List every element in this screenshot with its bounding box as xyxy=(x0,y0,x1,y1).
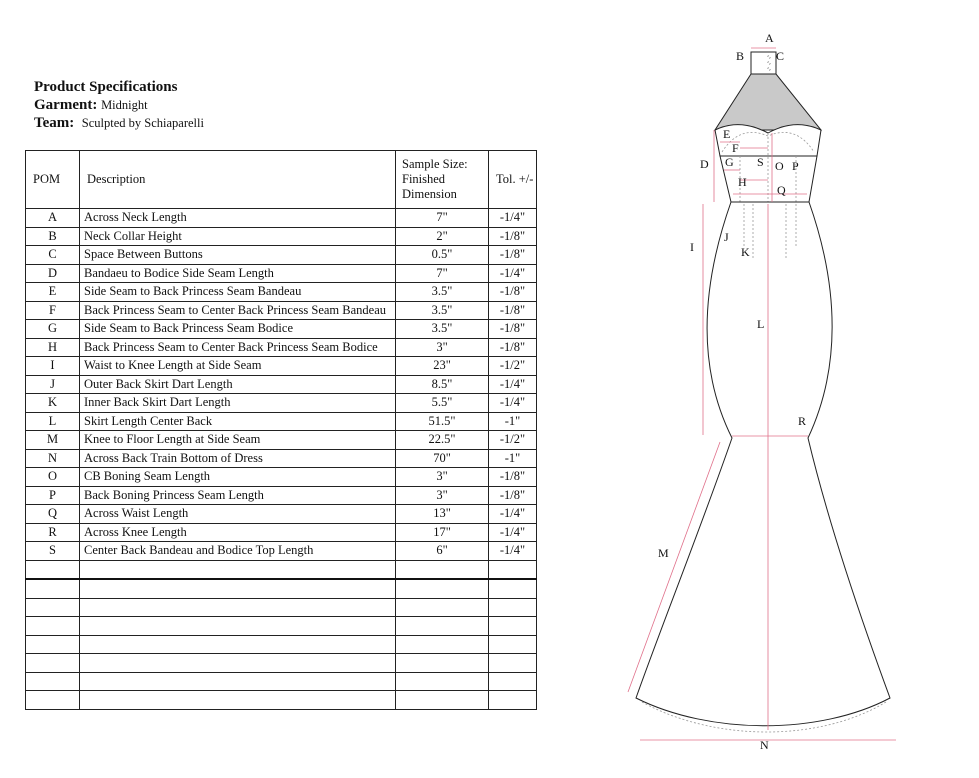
table-row xyxy=(26,209,537,228)
empty-cell xyxy=(80,617,396,636)
pom-cell: J xyxy=(26,375,80,394)
size-cell: 5.5" xyxy=(396,394,489,413)
garment-label: Garment: xyxy=(34,97,98,113)
pom-label-k: K xyxy=(741,245,750,259)
table-row xyxy=(26,523,537,542)
pom-cell: O xyxy=(26,468,80,487)
empty-cell xyxy=(396,560,489,579)
empty-cell xyxy=(489,579,537,598)
description-cell: Across Knee Length xyxy=(80,523,396,542)
pom-cell: Q xyxy=(26,505,80,524)
table-row xyxy=(26,375,537,394)
pom-cell: N xyxy=(26,449,80,468)
empty-table-row xyxy=(26,691,537,710)
empty-table-row xyxy=(26,672,537,691)
size-cell: 7" xyxy=(396,264,489,283)
description-cell: Across Back Train Bottom of Dress xyxy=(80,449,396,468)
empty-cell xyxy=(26,617,80,636)
size-cell: 3" xyxy=(396,468,489,487)
empty-table-row xyxy=(26,560,537,579)
pom-label-d: D xyxy=(700,157,709,171)
table-row xyxy=(26,301,537,320)
pom-label-e: E xyxy=(723,127,731,141)
pom-cell: M xyxy=(26,431,80,450)
spec-table-body xyxy=(26,209,537,710)
pom-cell: B xyxy=(26,227,80,246)
empty-cell xyxy=(80,598,396,617)
empty-cell xyxy=(489,598,537,617)
table-row xyxy=(26,449,537,468)
tolerance-cell: -1/8" xyxy=(489,338,537,357)
empty-table-row xyxy=(26,598,537,617)
empty-cell xyxy=(396,672,489,691)
pom-cell: I xyxy=(26,357,80,376)
tolerance-cell: -1/4" xyxy=(489,394,537,413)
table-row xyxy=(26,320,537,339)
empty-cell xyxy=(26,691,80,710)
col-header-sample-size: Sample Size: Finished Dimension xyxy=(396,151,489,209)
pom-label-o: O xyxy=(775,159,784,173)
empty-cell xyxy=(489,560,537,579)
size-cell: 70" xyxy=(396,449,489,468)
description-cell: Side Seam to Back Princess Seam Bandeau xyxy=(80,283,396,302)
pom-cell: R xyxy=(26,523,80,542)
empty-cell xyxy=(26,560,80,579)
empty-cell xyxy=(26,635,80,654)
dress-technical-sketch xyxy=(620,30,940,775)
table-row xyxy=(26,505,537,524)
pom-label-p: P xyxy=(792,159,799,173)
description-cell: Knee to Floor Length at Side Seam xyxy=(80,431,396,450)
empty-table-row xyxy=(26,654,537,673)
pom-label-i: I xyxy=(690,240,694,254)
description-cell: Neck Collar Height xyxy=(80,227,396,246)
tolerance-cell: -1/4" xyxy=(489,264,537,283)
empty-cell xyxy=(80,579,396,598)
size-cell: 3.5" xyxy=(396,301,489,320)
empty-cell xyxy=(26,654,80,673)
description-cell: Skirt Length Center Back xyxy=(80,412,396,431)
empty-table-row xyxy=(26,617,537,636)
empty-cell xyxy=(489,635,537,654)
spec-table xyxy=(25,150,537,710)
pom-label-j: J xyxy=(724,230,729,244)
pom-label-s: S xyxy=(757,155,764,169)
empty-cell xyxy=(489,654,537,673)
pom-cell: C xyxy=(26,246,80,265)
halter-panel xyxy=(715,74,821,130)
empty-cell xyxy=(80,654,396,673)
table-row xyxy=(26,338,537,357)
size-cell: 22.5" xyxy=(396,431,489,450)
col-header-description: Description xyxy=(80,151,396,209)
tolerance-cell: -1/4" xyxy=(489,505,537,524)
empty-cell xyxy=(80,560,396,579)
empty-cell xyxy=(396,635,489,654)
empty-table-row xyxy=(26,579,537,598)
empty-cell xyxy=(80,691,396,710)
description-cell: Back Princess Seam to Center Back Princess Seam Bandeau xyxy=(80,301,396,320)
description-cell: Bandaeu to Bodice Side Seam Length xyxy=(80,264,396,283)
pom-label-c: C xyxy=(776,49,785,63)
team-line xyxy=(34,114,204,132)
tolerance-cell: -1/4" xyxy=(489,375,537,394)
description-cell: Waist to Knee Length at Side Seam xyxy=(80,357,396,376)
tolerance-cell: -1/8" xyxy=(489,283,537,302)
empty-cell xyxy=(26,672,80,691)
pom-cell: A xyxy=(26,209,80,228)
table-row xyxy=(26,486,537,505)
pom-cell: K xyxy=(26,394,80,413)
size-cell: 7" xyxy=(396,209,489,228)
table-row xyxy=(26,283,537,302)
pom-label-l: L xyxy=(757,317,765,331)
tolerance-cell: -1/2" xyxy=(489,431,537,450)
empty-cell xyxy=(396,617,489,636)
empty-cell xyxy=(489,617,537,636)
tolerance-cell: -1" xyxy=(489,412,537,431)
tolerance-cell: -1/4" xyxy=(489,523,537,542)
col-header-tolerance: Tol. +/- xyxy=(489,151,537,209)
tolerance-cell: -1/2" xyxy=(489,357,537,376)
description-cell: Across Neck Length xyxy=(80,209,396,228)
table-row xyxy=(26,468,537,487)
pom-label-h: H xyxy=(738,175,747,189)
empty-cell xyxy=(80,672,396,691)
empty-table-row xyxy=(26,635,537,654)
size-cell: 8.5" xyxy=(396,375,489,394)
tolerance-cell: -1/4" xyxy=(489,209,537,228)
size-cell: 3.5" xyxy=(396,320,489,339)
garment-line xyxy=(34,96,204,114)
size-cell: 3.5" xyxy=(396,283,489,302)
pom-cell: H xyxy=(26,338,80,357)
empty-cell xyxy=(26,598,80,617)
spec-header xyxy=(34,78,204,132)
table-row xyxy=(26,357,537,376)
size-cell: 3" xyxy=(396,486,489,505)
team-label: Team: xyxy=(34,115,75,131)
pom-cell: S xyxy=(26,542,80,561)
table-row xyxy=(26,246,537,265)
size-cell: 2" xyxy=(396,227,489,246)
tolerance-cell: -1/4" xyxy=(489,542,537,561)
pom-label-g: G xyxy=(725,155,734,169)
description-cell: Space Between Buttons xyxy=(80,246,396,265)
size-cell: 3" xyxy=(396,338,489,357)
team-value: Sculpted by Schiaparelli xyxy=(81,116,204,130)
empty-cell xyxy=(396,654,489,673)
garment-value: Midnight xyxy=(101,98,148,112)
size-cell: 51.5" xyxy=(396,412,489,431)
description-cell: CB Boning Seam Length xyxy=(80,468,396,487)
empty-cell xyxy=(80,635,396,654)
empty-cell xyxy=(396,598,489,617)
pom-cell: L xyxy=(26,412,80,431)
tolerance-cell: -1/8" xyxy=(489,301,537,320)
table-row xyxy=(26,431,537,450)
pom-label-b: B xyxy=(736,49,745,63)
size-cell: 13" xyxy=(396,505,489,524)
table-header-row xyxy=(26,151,537,209)
dress-back-view-drawing xyxy=(620,30,940,775)
table-row xyxy=(26,227,537,246)
page-title: Product Specifications xyxy=(34,79,178,95)
pom-label-q: Q xyxy=(777,183,786,197)
description-cell: Inner Back Skirt Dart Length xyxy=(80,394,396,413)
pom-cell: E xyxy=(26,283,80,302)
pom-label-f: F xyxy=(732,141,739,155)
empty-cell xyxy=(396,691,489,710)
pom-cell: F xyxy=(26,301,80,320)
table-row xyxy=(26,264,537,283)
pom-label-r: R xyxy=(798,414,807,428)
description-cell: Across Waist Length xyxy=(80,505,396,524)
col-header-pom: POM xyxy=(26,151,80,209)
description-cell: Back Boning Princess Seam Length xyxy=(80,486,396,505)
bodice xyxy=(720,156,817,202)
size-cell: 17" xyxy=(396,523,489,542)
size-cell: 0.5" xyxy=(396,246,489,265)
empty-cell xyxy=(489,672,537,691)
pom-label-n: N xyxy=(760,738,769,752)
tolerance-cell: -1/8" xyxy=(489,227,537,246)
table-row xyxy=(26,412,537,431)
tolerance-cell: -1/8" xyxy=(489,486,537,505)
size-cell: 23" xyxy=(396,357,489,376)
pom-cell: G xyxy=(26,320,80,339)
empty-cell xyxy=(26,579,80,598)
description-cell: Back Princess Seam to Center Back Princess Seam Bodice xyxy=(80,338,396,357)
table-row xyxy=(26,394,537,413)
pom-label-a: A xyxy=(765,31,774,45)
mermaid-skirt xyxy=(636,202,890,726)
empty-cell xyxy=(396,579,489,598)
description-cell: Outer Back Skirt Dart Length xyxy=(80,375,396,394)
size-cell: 6" xyxy=(396,542,489,561)
description-cell: Side Seam to Back Princess Seam Bodice xyxy=(80,320,396,339)
pom-cell: D xyxy=(26,264,80,283)
description-cell: Center Back Bandeau and Bodice Top Length xyxy=(80,542,396,561)
pom-label-m: M xyxy=(658,546,669,560)
empty-cell xyxy=(489,691,537,710)
tolerance-cell: -1" xyxy=(489,449,537,468)
pom-cell: P xyxy=(26,486,80,505)
tolerance-cell: -1/8" xyxy=(489,468,537,487)
table-row xyxy=(26,542,537,561)
tolerance-cell: -1/8" xyxy=(489,320,537,339)
neck-collar xyxy=(751,52,776,74)
tolerance-cell: -1/8" xyxy=(489,246,537,265)
